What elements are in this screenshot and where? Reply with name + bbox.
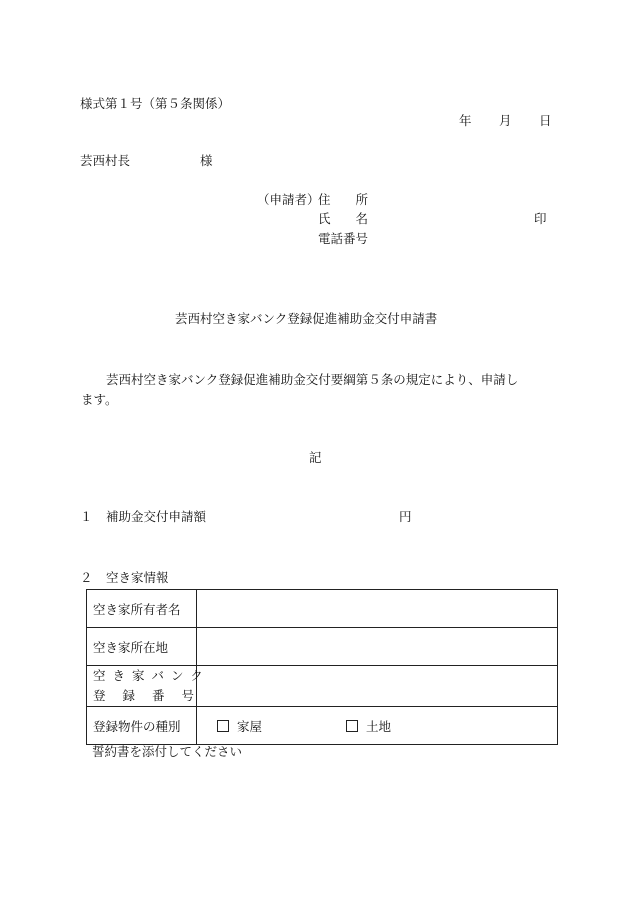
location-label: 空き家所在地	[87, 628, 197, 666]
bank-number-label	[87, 666, 212, 707]
table-row-property-type	[87, 707, 558, 745]
table-row-location	[87, 628, 558, 666]
addressee-name: 芸西村長	[80, 153, 131, 168]
form-number: 様式第１号（第５条関係）	[80, 96, 231, 111]
date-day-label: 日	[539, 113, 552, 128]
bank-number-field[interactable]	[197, 666, 558, 707]
date-year-label: 年	[459, 113, 472, 128]
table-row-bank-number	[87, 666, 558, 707]
section-2-number: ２	[80, 570, 93, 585]
vacant-house-info-table	[86, 589, 558, 745]
owner-name-label: 空き家所有者名	[87, 590, 197, 628]
property-type-options	[197, 707, 558, 745]
section-1-unit: 円	[399, 509, 412, 524]
applicant-phone-label: 電話番号	[318, 231, 369, 246]
section-1-label: 補助金交付申請額	[106, 509, 207, 524]
section-2-label: 空き家情報	[106, 570, 169, 585]
applicant-label: （申請者）	[257, 192, 320, 207]
date-month-label: 月	[499, 113, 512, 128]
option-house[interactable]	[217, 717, 262, 735]
ki-heading: 記	[309, 450, 322, 465]
owner-name-field[interactable]	[197, 590, 558, 628]
body-text-line-1: 芸西村空き家バンク登録促進補助金交付要綱第５条の規定により、申請し	[106, 372, 519, 387]
option-land[interactable]	[346, 717, 391, 735]
addressee-honorific: 様	[200, 153, 213, 168]
footnote: 誓約書を添付してください	[92, 744, 243, 759]
land-checkbox[interactable]	[346, 720, 358, 732]
location-field[interactable]	[197, 628, 558, 666]
section-1-number: １	[80, 509, 93, 524]
option-house-label: 家屋	[237, 718, 263, 734]
applicant-address-label: 住 所	[318, 192, 369, 207]
document-title: 芸西村空き家バンク登録促進補助金交付申請書	[175, 311, 438, 326]
table-row-owner	[87, 590, 558, 628]
applicant-name-label: 氏 名	[318, 211, 369, 226]
house-checkbox[interactable]	[217, 720, 229, 732]
bank-number-label-line-2: 登録番号	[93, 688, 212, 703]
body-text-line-2: ます。	[81, 392, 118, 407]
bank-number-label-line-1: 空き家バンク	[93, 668, 210, 683]
option-land-label: 土地	[366, 718, 392, 734]
property-type-label: 登録物件の種別	[87, 707, 197, 745]
seal-label: 印	[534, 211, 547, 226]
